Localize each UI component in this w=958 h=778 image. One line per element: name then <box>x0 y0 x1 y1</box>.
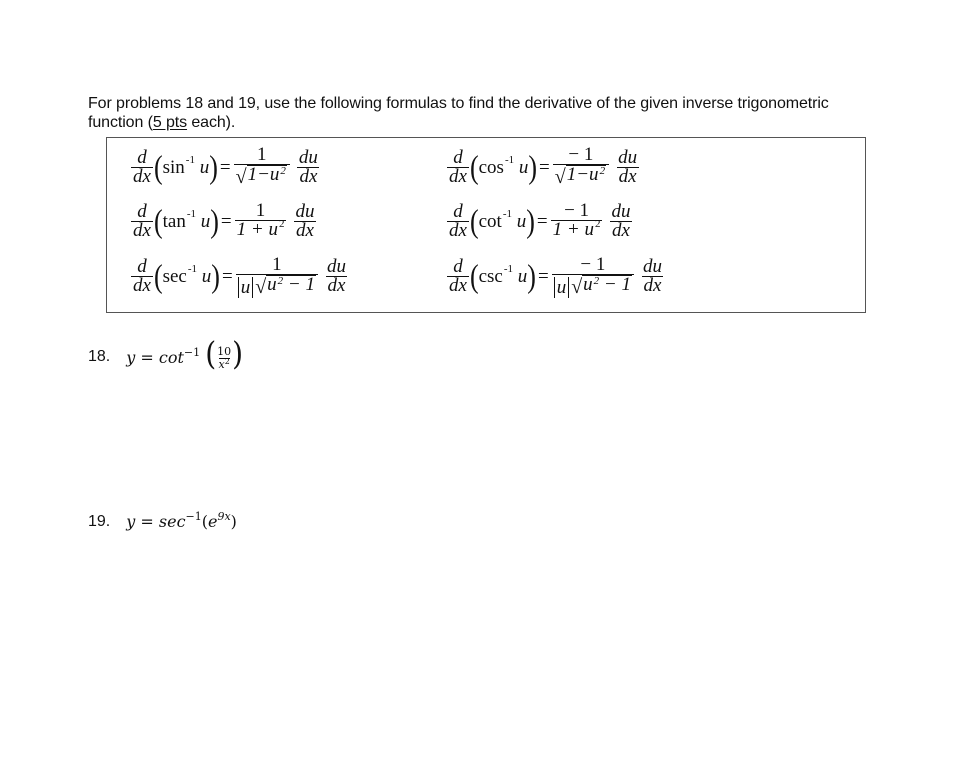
d-dx-operator: $\frac{d}{dx}$ <box>449 201 467 241</box>
function-name: cot <box>478 210 502 232</box>
problem-19 <box>88 512 237 531</box>
function-name: sin <box>162 156 185 178</box>
derivative-fraction: $\frac{1}{1 + u^2}$ <box>236 200 285 240</box>
problem-number: 19. <box>88 512 111 530</box>
derivative-fraction: − 1 √ $1-u^2$ <box>553 146 609 189</box>
function-name: tan <box>162 210 186 232</box>
function-name: csc <box>478 265 503 287</box>
formula-cos: $\frac{d}{dx}$ ( cos -1 u ) = − 1 √ $1-u^2$ $\frac{du}{dx}$ <box>449 144 638 188</box>
derivative-fraction: − 1 u √ $u^2 - 1$ <box>552 256 634 297</box>
formula-csc: $\frac{d}{dx}$ ( csc -1 u ) = − 1 u √ $u^2 - 1$ $\frac{du}{dx}$ <box>449 254 662 298</box>
d-dx-operator: $\frac{d}{dx}$ <box>449 256 467 296</box>
formula-tan: $\frac{d}{dx}$ ( tan -1 u ) = $\frac{1}{1 + u^2}$ $\frac{du}{dx}$ <box>133 200 315 241</box>
du-dx-fraction: $\frac{du}{dx}$ <box>327 256 346 296</box>
derivative-fraction: $\frac{- 1}{1 + u^2}$ <box>552 200 601 240</box>
function-name: cos <box>478 156 504 178</box>
derivative-fraction: 1 √ $1-u^2$ <box>234 146 290 189</box>
formula-sin: $\frac{d}{dx}$ ( sin -1 u ) = 1 √ $1-u^2$ $\frac{du}{dx}$ <box>133 144 318 188</box>
argument-fraction: $\frac{10}{x^2}$ <box>217 344 232 371</box>
instructions-text <box>88 94 878 132</box>
instructions-line-1: For problems 18 and 19, use the following formulas to find the derivative of the given inverse trigonometric <box>88 95 829 112</box>
du-dx-fraction: $\frac{du}{dx}$ <box>643 256 662 296</box>
du-dx-fraction: $\frac{du}{dx}$ <box>295 201 315 241</box>
points-underlined: 5 pts <box>152 114 188 131</box>
problem-18 <box>88 334 244 373</box>
formula-sec: $\frac{d}{dx}$ ( sec -1 u ) = 1 u √ $u^2 - 1$ $\frac{du}{dx}$ <box>133 254 346 298</box>
problem-expression: $y = \cot^{-1}$ ( $\frac{10}{x^2}$ ) <box>126 334 244 373</box>
d-dx-operator: $\frac{d}{dx}$ <box>133 256 151 296</box>
problem-number: 18. <box>88 347 111 365</box>
du-dx-fraction: $\frac{du}{dx}$ <box>611 201 631 241</box>
function-name: sec <box>162 265 187 287</box>
formula-cot: $\frac{d}{dx}$ ( cot -1 u ) = $\frac{- 1}{1 + u^2}$ $\frac{du}{dx}$ <box>449 200 631 241</box>
derivative-fraction: 1 u √ $u^2 - 1$ <box>236 256 318 297</box>
d-dx-operator: $\frac{d}{dx}$ <box>133 201 151 241</box>
d-dx-operator: $\frac{d}{dx}$ <box>449 147 467 187</box>
d-dx-operator: $\frac{d}{dx}$ <box>133 147 151 187</box>
du-dx-fraction: $\frac{du}{dx}$ <box>298 147 318 187</box>
instructions-line-2: function (5 pts each). <box>88 114 236 131</box>
du-dx-fraction: $\frac{du}{dx}$ <box>618 147 638 187</box>
problem-expression: $y = \sec^{-1}(e^{9x})$ <box>126 510 237 531</box>
